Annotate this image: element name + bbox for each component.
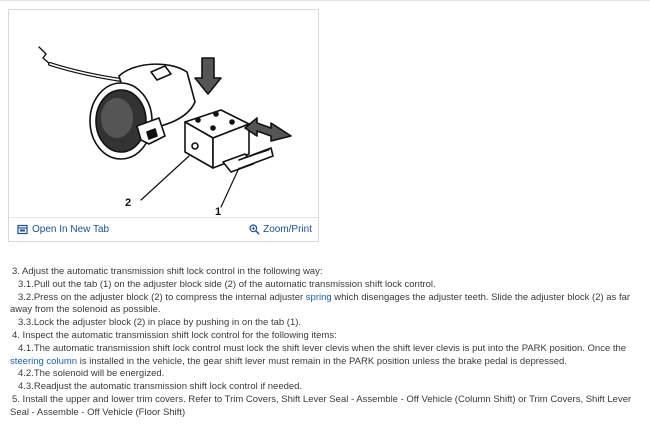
procedure-steps: [10, 266, 640, 420]
step-3-1: 3.1.Pull out the tab (1) on the adjuster block side (2) of the automatic transmission shift lock control.: [18, 278, 436, 290]
zoom-print-label: Zoom/Print: [263, 224, 312, 235]
step-3-2-text-a: 3.2.Press on the adjuster block (2) to compress the internal adjuster: [18, 291, 306, 303]
spring-link[interactable]: spring: [305, 291, 332, 303]
figure-panel: [8, 9, 319, 242]
figure-footer: [9, 217, 318, 241]
callout-1: 1: [215, 206, 222, 218]
step-3-2: [10, 292, 640, 318]
step-3: 3. Adjust the automatic transmission shift lock control in the following way:: [12, 266, 323, 277]
step-5: 5. Install the upper and lower trim covers. Refer to Trim Covers, Shift Lever Seal - Assemble - Off Vehicle (Column Shift) or Trim Covers, Shift Lever Seal - Assemble - Off Vehicle (Floor Shift): [10, 393, 632, 418]
open-in-new-tab-label: Open In New Tab: [32, 224, 110, 235]
steering-column-link[interactable]: steering column: [10, 355, 78, 367]
step-4-1: [10, 343, 640, 369]
zoom-print-link[interactable]: [249, 218, 312, 241]
step-4-2: 4.2.The solenoid will be energized.: [18, 368, 165, 380]
step-3-2-text-b: which disengages the adjuster teeth. Slide the adjuster block (2) as far away from the solenoid as possible.: [10, 291, 631, 316]
step-4-1-text-a: 4.1.The automatic transmission shift lock control must lock the shift lever clevis when the shift lever clevis is put into the PARK position. Once the: [18, 342, 627, 354]
step-4-1-text-b: is installed in the vehicle, the gear shift lever must remain in the PARK position unless the brake pedal is depressed.: [77, 355, 567, 367]
shift-lock-control-diagram: [9, 10, 318, 218]
step-4-3: 4.3.Readjust the automatic transmission shift lock control if needed.: [18, 381, 303, 393]
open-in-new-tab-link[interactable]: [17, 218, 109, 241]
open-in-new-tab-icon: [17, 224, 28, 235]
top-divider: [0, 0, 650, 3]
magnifier-icon: [249, 224, 260, 235]
step-4: 4. Inspect the automatic transmission shift lock control for the following items:: [12, 329, 337, 341]
step-3-3: 3.3.Lock the adjuster block (2) in place by pushing in on the tab (1).: [18, 317, 302, 329]
callout-2: 2: [125, 197, 132, 209]
